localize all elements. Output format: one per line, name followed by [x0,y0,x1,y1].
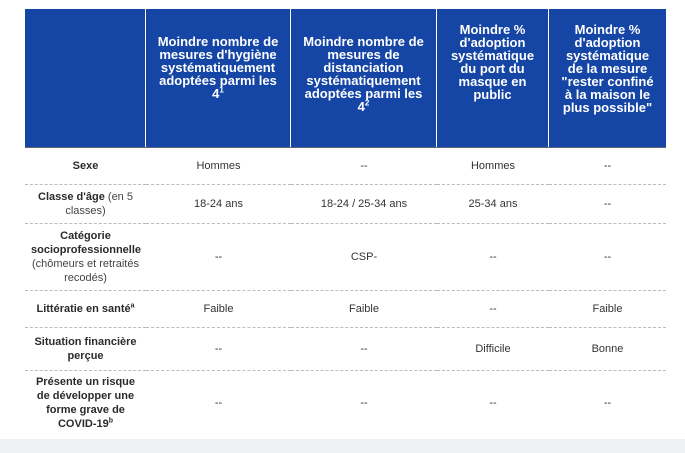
table-cell: Hommes [146,147,291,185]
table-cell: -- [549,185,666,224]
table-cell: 18-24 / 25-34 ans [291,185,437,224]
row-label: Sexe [25,147,146,185]
table-cell: -- [603,397,612,409]
table-row [25,328,666,371]
table-cell: Faible [146,291,291,328]
row-label: Classe d'âge (en 5 classes) [25,185,146,224]
row-label: Littératie en santé$^a$ [25,291,146,328]
table-cell: -- [214,397,223,409]
table-cell: Faible [549,291,666,328]
table-cell: Difficile [437,328,549,371]
table-row [25,147,666,185]
table-cell: -- [437,291,549,328]
table-cell: Hommes [437,147,549,185]
table-cell: 18-24 ans [146,185,291,224]
table-cell: 25-34 ans [437,185,549,224]
table-header-row [25,9,666,147]
table-cell: -- [549,147,666,185]
row-label: Présente un risque de développer une forme grave de COVID-19$^b$ [35,376,136,430]
header-empty-cell [25,9,146,147]
table-cell: CSP- [291,224,437,291]
row-label: Catégorie socioprofessionnelle (chômeurs et retraités recodés) [25,224,146,291]
table-cell: -- [291,328,437,371]
bottom-band [0,439,685,453]
table-cell: -- [146,328,291,371]
table-cell: Bonne [549,328,666,371]
table-cell: -- [291,147,437,185]
table-cell: -- [360,397,368,409]
header-distanciation: Moindre nombre de mesures de distanciation systématiquement adoptées parmi les $4^2$ [291,9,437,147]
results-table [25,9,666,435]
table-cell: -- [489,397,497,409]
table-row [25,224,666,291]
table-row [25,185,666,224]
table-cell: -- [549,224,666,291]
header-hygiene: Moindre nombre de mesures d'hygiène systématiquement adoptées parmi les $4^1$ [146,9,291,147]
header-confinement: Moindre % d'adoption systématique de la mesure "rester confiné à la maison le plus possible" [549,9,666,147]
table-cell: -- [146,224,291,291]
table-row [25,371,666,435]
table-cell: -- [437,224,549,291]
row-label: Situation financière perçue [25,328,146,371]
header-masque: Moindre % d'adoption systématique du port du masque en public [437,9,549,147]
table-row [25,291,666,328]
table-cell: Faible [291,291,437,328]
